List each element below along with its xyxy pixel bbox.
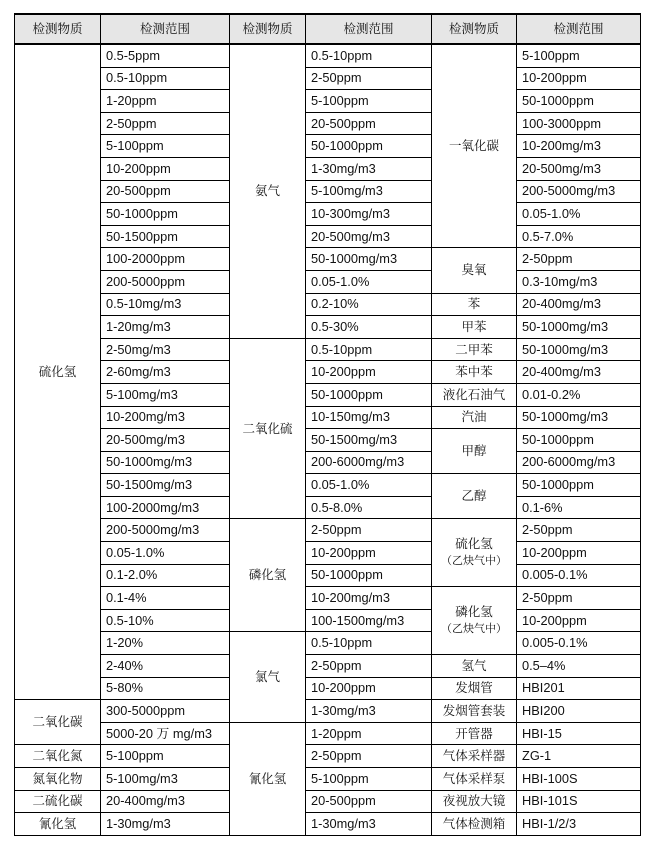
- range-cell: 20-500mg/m3: [306, 225, 432, 248]
- substance-cell: [15, 768, 101, 791]
- range-cell: 200-6000mg/m3: [517, 451, 641, 474]
- substance-cell: [230, 44, 306, 338]
- substance-name: 一氧化碳: [448, 138, 499, 154]
- range-cell: 5-100ppm: [101, 135, 230, 158]
- substance-cell: [15, 44, 101, 700]
- table-row: [15, 451, 641, 474]
- range-cell: 0.05-1.0%: [517, 203, 641, 226]
- substance-cell: [432, 316, 517, 339]
- range-cell: 50-1000ppm: [517, 90, 641, 113]
- range-cell: 2-50mg/m3: [101, 338, 230, 361]
- range-cell: 200-5000ppm: [101, 270, 230, 293]
- substance-name: 硫化氢: [38, 364, 77, 380]
- substance-name: 磷化氢: [248, 567, 287, 583]
- substance-name: 苯: [467, 296, 481, 312]
- substance-name: 发烟管套装: [442, 703, 506, 719]
- substance-name: 夜视放大镜: [442, 793, 506, 809]
- range-cell: 100-2000mg/m3: [101, 496, 230, 519]
- range-cell: 10-200ppm: [101, 157, 230, 180]
- detection-range-table: [14, 13, 641, 836]
- substance-cell: [432, 361, 517, 384]
- table-row: [15, 429, 641, 452]
- table-row: [15, 519, 641, 542]
- range-cell: 2-50ppm: [517, 587, 641, 610]
- range-cell: 10-200ppm: [517, 609, 641, 632]
- range-cell: 0.5-8.0%: [306, 496, 432, 519]
- header-substance: 检测物质: [230, 14, 306, 44]
- substance-cell: [230, 722, 306, 835]
- range-cell: ZG-1: [517, 745, 641, 768]
- substance-cell: [432, 813, 517, 836]
- table-row: [15, 474, 641, 497]
- substance-name: 氰化氢: [248, 770, 287, 786]
- range-cell: 2-50ppm: [101, 112, 230, 135]
- substance-name: 液化石油气: [442, 386, 506, 402]
- table-row: [15, 180, 641, 203]
- substance-name: 硫化氢: [455, 536, 493, 552]
- range-cell: 10-200ppm: [517, 542, 641, 565]
- range-cell: HBI201: [517, 677, 641, 700]
- range-cell: 200-6000mg/m3: [306, 451, 432, 474]
- substance-name: 开管器: [455, 725, 493, 741]
- range-cell: 5-100ppm: [306, 768, 432, 791]
- table-row: [15, 406, 641, 429]
- substance-name: 二甲苯: [455, 341, 493, 357]
- table-row: [15, 316, 641, 339]
- range-cell: 20-500ppm: [306, 112, 432, 135]
- range-cell: 0.005-0.1%: [517, 632, 641, 655]
- substance-name: 二氧化硫: [242, 420, 293, 436]
- range-cell: 2-50ppm: [306, 745, 432, 768]
- range-cell: 0.1-4%: [101, 587, 230, 610]
- range-cell: 50-1000mg/m3: [517, 406, 641, 429]
- substance-name: 氰化氢: [38, 815, 77, 831]
- range-cell: 10-200ppm: [517, 67, 641, 90]
- range-cell: 10-200mg/m3: [517, 135, 641, 158]
- range-cell: 200-5000mg/m3: [101, 519, 230, 542]
- table-row: [15, 542, 641, 565]
- substance-name: 乙醇: [461, 488, 487, 504]
- range-cell: 0.5-10ppm: [306, 632, 432, 655]
- substance-cell: [432, 655, 517, 678]
- range-cell: 0.5-10%: [101, 609, 230, 632]
- range-cell: 0.05-1.0%: [101, 542, 230, 565]
- range-cell: 50-1000mg/m3: [101, 451, 230, 474]
- substance-cell: [432, 722, 517, 745]
- range-cell: 0.5-5ppm: [101, 44, 230, 67]
- table-row: [15, 203, 641, 226]
- range-cell: 0.3-10mg/m3: [517, 270, 641, 293]
- substance-cell: [432, 519, 517, 587]
- substance-cell: [230, 632, 306, 722]
- range-cell: HBI200: [517, 700, 641, 723]
- substance-cell: [432, 700, 517, 723]
- table-row: [15, 90, 641, 113]
- substance-name: 氮氧化物: [32, 770, 83, 786]
- substance-name: 二硫化碳: [32, 793, 83, 809]
- range-cell: 0.5-10ppm: [101, 67, 230, 90]
- range-cell: 5-100mg/m3: [306, 180, 432, 203]
- range-cell: 2-50ppm: [517, 519, 641, 542]
- range-cell: 5-80%: [101, 677, 230, 700]
- range-cell: 5000-20 万 mg/m3: [101, 722, 230, 745]
- table-row: [15, 790, 641, 813]
- range-cell: 1-30mg/m3: [306, 157, 432, 180]
- table-row: [15, 609, 641, 632]
- range-cell: HBI-1/2/3: [517, 813, 641, 836]
- range-cell: 50-1000mg/m3: [306, 248, 432, 271]
- substance-cell: [230, 519, 306, 632]
- table-row: [15, 813, 641, 836]
- range-cell: 2-40%: [101, 655, 230, 678]
- table-row: [15, 632, 641, 655]
- range-cell: 5-100mg/m3: [101, 768, 230, 791]
- range-cell: HBI-100S: [517, 768, 641, 791]
- range-cell: 100-3000ppm: [517, 112, 641, 135]
- range-cell: 1-20ppm: [101, 90, 230, 113]
- range-cell: 5-100ppm: [517, 44, 641, 67]
- range-cell: 50-1000ppm: [517, 429, 641, 452]
- substance-cell: [432, 745, 517, 768]
- range-cell: 50-1500mg/m3: [101, 474, 230, 497]
- header-range: 检测范围: [306, 14, 432, 44]
- substance-name: 甲苯: [461, 318, 487, 334]
- range-cell: 20-400mg/m3: [101, 790, 230, 813]
- table-row: [15, 270, 641, 293]
- range-cell: 5-100mg/m3: [101, 383, 230, 406]
- header-range: 检测范围: [517, 14, 641, 44]
- table-row: [15, 67, 641, 90]
- substance-name: 气体检测箱: [442, 815, 506, 831]
- table-row: [15, 768, 641, 791]
- table-wrapper: [14, 13, 641, 836]
- table-row: [15, 587, 641, 610]
- table-row: [15, 135, 641, 158]
- range-cell: 2-50ppm: [517, 248, 641, 271]
- range-cell: 20-500mg/m3: [101, 429, 230, 452]
- substance-name: 苯中苯: [455, 364, 493, 380]
- range-cell: 0.01-0.2%: [517, 383, 641, 406]
- table-row: [15, 655, 641, 678]
- range-cell: 0.5-10ppm: [306, 44, 432, 67]
- table-row: [15, 383, 641, 406]
- range-cell: 10-200ppm: [306, 542, 432, 565]
- substance-cell: [432, 677, 517, 700]
- table-row: [15, 677, 641, 700]
- substance-name: 甲醇: [461, 443, 487, 459]
- substance-name: 臭氧: [461, 262, 487, 278]
- substance-name: 氨气: [254, 183, 280, 199]
- substance-note: （乙炔气中）: [441, 622, 507, 636]
- range-cell: 1-20mg/m3: [101, 316, 230, 339]
- substance-name: 发烟管: [455, 680, 493, 696]
- substance-cell: [432, 248, 517, 293]
- substance-cell: [15, 745, 101, 768]
- table-row: [15, 722, 641, 745]
- range-cell: 0.5-10mg/m3: [101, 293, 230, 316]
- range-cell: 50-1000ppm: [101, 203, 230, 226]
- range-cell: 10-150mg/m3: [306, 406, 432, 429]
- substance-cell: [15, 700, 101, 745]
- table-row: [15, 700, 641, 723]
- range-cell: 10-200ppm: [306, 361, 432, 384]
- range-cell: 50-1500mg/m3: [306, 429, 432, 452]
- range-cell: 10-300mg/m3: [306, 203, 432, 226]
- range-cell: HBI-101S: [517, 790, 641, 813]
- range-cell: 5-100ppm: [101, 745, 230, 768]
- substance-name: 氢气: [461, 657, 487, 673]
- substance-name: 汽油: [461, 409, 487, 425]
- header-substance: 检测物质: [15, 14, 101, 44]
- range-cell: 50-1000ppm: [306, 383, 432, 406]
- table-row: [15, 496, 641, 519]
- table-row: [15, 293, 641, 316]
- table-row: [15, 248, 641, 271]
- substance-name: 氯气: [254, 669, 280, 685]
- table-row: [15, 225, 641, 248]
- range-cell: 0.005-0.1%: [517, 564, 641, 587]
- range-cell: 100-1500mg/m3: [306, 609, 432, 632]
- substance-name: 气体采样器: [442, 748, 506, 764]
- substance-cell: [432, 293, 517, 316]
- range-cell: 20-400mg/m3: [517, 361, 641, 384]
- substance-cell: [15, 813, 101, 836]
- range-cell: 0.05-1.0%: [306, 270, 432, 293]
- range-cell: 0.1-2.0%: [101, 564, 230, 587]
- substance-name: 磷化氢: [455, 604, 493, 620]
- substance-cell: [15, 790, 101, 813]
- substance-name: 气体采样泵: [442, 770, 506, 786]
- range-cell: 0.5-30%: [306, 316, 432, 339]
- header-substance: 检测物质: [432, 14, 517, 44]
- substance-cell: [432, 429, 517, 474]
- header-range: 检测范围: [101, 14, 230, 44]
- table-row: [15, 361, 641, 384]
- substance-name: 二氧化氮: [32, 748, 83, 764]
- range-cell: 1-30mg/m3: [101, 813, 230, 836]
- substance-cell: [432, 587, 517, 655]
- range-cell: 50-1000ppm: [306, 564, 432, 587]
- range-cell: 10-200mg/m3: [101, 406, 230, 429]
- range-cell: 20-400mg/m3: [517, 293, 641, 316]
- range-cell: 50-1000mg/m3: [517, 338, 641, 361]
- range-cell: 300-5000ppm: [101, 700, 230, 723]
- range-cell: 2-60mg/m3: [101, 361, 230, 384]
- table-row: [15, 112, 641, 135]
- range-cell: 1-30mg/m3: [306, 700, 432, 723]
- range-cell: 50-1000ppm: [517, 474, 641, 497]
- range-cell: 10-200ppm: [306, 677, 432, 700]
- range-cell: 0.5-7.0%: [517, 225, 641, 248]
- table-row: [15, 157, 641, 180]
- range-cell: 2-50ppm: [306, 519, 432, 542]
- range-cell: 10-200mg/m3: [306, 587, 432, 610]
- range-cell: 20-500ppm: [101, 180, 230, 203]
- table-row: [15, 338, 641, 361]
- range-cell: 200-5000mg/m3: [517, 180, 641, 203]
- range-cell: 0.05-1.0%: [306, 474, 432, 497]
- substance-cell: [432, 406, 517, 429]
- range-cell: 1-20ppm: [306, 722, 432, 745]
- range-cell: 0.2-10%: [306, 293, 432, 316]
- range-cell: 2-50ppm: [306, 655, 432, 678]
- range-cell: 100-2000ppm: [101, 248, 230, 271]
- range-cell: HBI-15: [517, 722, 641, 745]
- table-row: [15, 564, 641, 587]
- range-cell: 50-1500ppm: [101, 225, 230, 248]
- range-cell: 2-50ppm: [306, 67, 432, 90]
- range-cell: 0.5-10ppm: [306, 338, 432, 361]
- substance-cell: [432, 44, 517, 248]
- range-cell: 5-100ppm: [306, 90, 432, 113]
- range-cell: 50-1000ppm: [306, 135, 432, 158]
- range-cell: 20-500ppm: [306, 790, 432, 813]
- substance-cell: [432, 768, 517, 791]
- substance-cell: [432, 338, 517, 361]
- range-cell: 1-30mg/m3: [306, 813, 432, 836]
- range-cell: 1-20%: [101, 632, 230, 655]
- table-row: [15, 44, 641, 67]
- table-header-row: [15, 14, 641, 44]
- table-row: [15, 745, 641, 768]
- substance-cell: [230, 338, 306, 519]
- substance-note: （乙炔气中）: [441, 554, 507, 568]
- range-cell: 0.1-6%: [517, 496, 641, 519]
- range-cell: 20-500mg/m3: [517, 157, 641, 180]
- substance-cell: [432, 383, 517, 406]
- substance-cell: [432, 474, 517, 519]
- range-cell: 50-1000mg/m3: [517, 316, 641, 339]
- range-cell: 0.5–4%: [517, 655, 641, 678]
- substance-cell: [432, 790, 517, 813]
- substance-name: 二氧化碳: [32, 714, 83, 730]
